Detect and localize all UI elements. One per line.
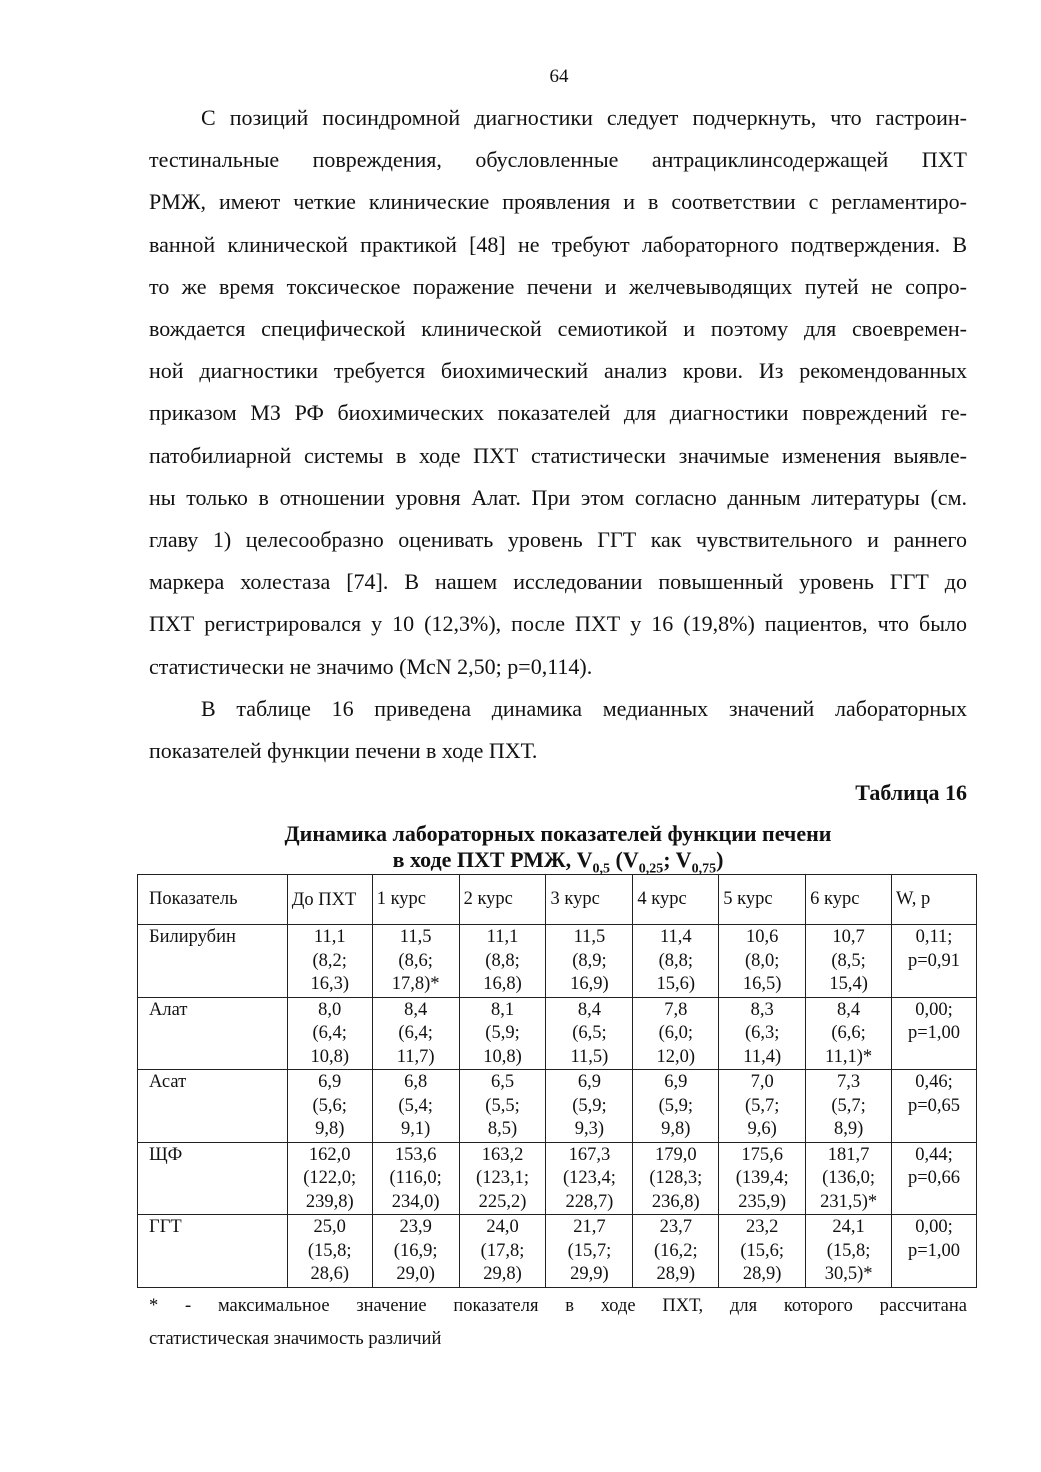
median-cell (546, 1215, 633, 1288)
cell-value-main: 7,3 (837, 1072, 861, 1092)
median-cell (287, 925, 372, 998)
median-cell (459, 1142, 546, 1215)
cell-value-range: (8,8; (485, 950, 520, 971)
paragraph-1-line: патобилиарной системы в ходе ПХТ статистически значимые изменения выявле- (149, 442, 967, 468)
paragraph-2-line: В таблице 16 приведена динамика медианных значений лабораторных (201, 696, 967, 721)
cell-value-range: 235,9) (738, 1191, 787, 1212)
cell-value-range: (8,9; (572, 950, 607, 971)
cell-value-range: p=0,66 (907, 1168, 961, 1188)
median-cell (372, 997, 459, 1070)
median-cell (372, 1070, 459, 1143)
cell-value-main: 24,1 (832, 1217, 865, 1237)
cell-value-main: 8,4 (404, 999, 428, 1020)
cell-value-range: 16,3) (310, 974, 350, 994)
cell-value-range: (5,9; (572, 1095, 607, 1116)
table-footnote (149, 1290, 967, 1356)
cell-value-range: p=0,65 (907, 1095, 961, 1116)
cell-value-main: 23,7 (659, 1217, 692, 1237)
cell-value-range: (8,8; (658, 950, 694, 971)
table-row (138, 997, 977, 1070)
cell-value-main: 11,1 (486, 927, 519, 947)
median-cell (372, 925, 459, 998)
cell-value-range: (6,4; (312, 1023, 347, 1043)
median-cell (633, 1070, 719, 1143)
cell-value-main: 8,1 (490, 999, 515, 1020)
median-cell (633, 1215, 719, 1288)
cell-value-main: 179,0 (654, 1144, 697, 1165)
cell-value-range: 239,8) (305, 1191, 354, 1212)
table-row (138, 1142, 977, 1215)
indicator-name: Билирубин (138, 925, 288, 998)
cell-value-range (896, 1191, 972, 1215)
median-cell (459, 925, 546, 998)
cell-value-range: (6,0; (658, 1023, 694, 1043)
cell-value-range: (8,2; (312, 950, 347, 971)
cell-value-range: (5,6; (312, 1095, 347, 1116)
table-row (138, 1215, 977, 1288)
cell-value-range: 9,8) (661, 1119, 691, 1139)
column-header: До ПХТ (287, 875, 372, 925)
cell-value-main: 0,11; (915, 927, 953, 947)
cell-value-range: (139,4; (735, 1168, 789, 1188)
cell-value-range: 16,9) (570, 974, 609, 994)
column-header: 3 курс (546, 875, 633, 925)
median-cell (806, 1215, 892, 1288)
cell-value-range: 15,6) (656, 974, 696, 994)
cell-value-main: 11,1 (313, 927, 346, 947)
title-prefix: в ходе ПХТ РМЖ, V (392, 847, 593, 872)
indicator-name: Асат (138, 1070, 288, 1143)
median-cell (372, 1142, 459, 1215)
wilcoxon-cell (892, 925, 977, 998)
cell-value-range: 16,8) (483, 974, 522, 994)
median-cell (806, 1070, 892, 1143)
cell-value-range: p=0,91 (907, 950, 961, 971)
cell-value-main: 163,2 (481, 1144, 524, 1165)
column-header: 5 курс (719, 875, 806, 925)
cell-value-range (896, 1046, 972, 1070)
paragraph-1-line: С позиций посиндромной диагностики следует подчеркнуть, что гастроин- (201, 105, 967, 130)
cell-value-main: 0,46; (915, 1072, 953, 1092)
cell-value-main: 21,7 (573, 1217, 606, 1237)
median-cell (719, 1215, 806, 1288)
median-cell (633, 997, 719, 1070)
body-paragraph-2 (149, 688, 967, 772)
cell-value-range: 231,5)* (820, 1191, 878, 1212)
column-header: 1 курс (372, 875, 459, 925)
cell-value-range: 30,5)* (824, 1264, 873, 1284)
cell-value-range: 10,8) (483, 1046, 522, 1067)
cell-value-main: 8,0 (318, 999, 342, 1020)
cell-value-range: (16,2; (653, 1240, 698, 1261)
title-suffix: ) (716, 847, 724, 872)
cell-value-range: (123,4; (562, 1168, 616, 1188)
cell-value-range: 8,5) (487, 1119, 518, 1139)
cell-value-main: 6,8 (404, 1072, 428, 1092)
cell-value-range: (5,9; (658, 1095, 694, 1116)
cell-value-range: 15,4) (829, 974, 868, 994)
cell-value-range: 10,8) (310, 1046, 350, 1067)
paragraph-1-line: статистически не значимо (McN 2,50; p=0,114). (149, 653, 593, 679)
table-title-line-1: Динамика лабораторных показателей функции печени (284, 821, 832, 846)
cell-value-main: 23,2 (746, 1217, 779, 1237)
wilcoxon-cell (892, 1070, 977, 1143)
footnote-line: статистическая значимость различий (149, 1329, 442, 1349)
table-label: Таблица 16 (855, 780, 967, 805)
median-cell (719, 1070, 806, 1143)
paragraph-1-line: ванной клинической практикой [48] не требуют лабораторного подтверждения. В (149, 231, 967, 257)
cell-value-range: 16,5) (742, 974, 782, 994)
cell-value-main: 11,5 (573, 927, 606, 947)
cell-value-main: 8,4 (837, 999, 861, 1020)
wilcoxon-cell (892, 997, 977, 1070)
cell-value-range: (5,7; (831, 1095, 866, 1116)
cell-value-main: 7,0 (750, 1072, 774, 1092)
cell-value-range: 225,2) (478, 1191, 527, 1212)
median-cell (719, 925, 806, 998)
indicator-name: ЩФ (138, 1142, 288, 1215)
paragraph-1-line: ПХТ регистрировался у 10 (12,3%), после ПХТ у 16 (19,8%) пациентов, что было (149, 611, 967, 637)
table-row (138, 925, 977, 998)
cell-value-main: 6,5 (490, 1072, 515, 1092)
cell-value-range: (6,5; (572, 1023, 607, 1043)
paragraph-1-line: ны только в отношении уровня Алат. При этом согласно данным литературы (см. (149, 484, 967, 510)
cell-value-range: 29,0) (396, 1264, 435, 1284)
median-cell (719, 1142, 806, 1215)
paragraph-1-line: РМЖ, имеют четкие клинические проявления и в соответствии с регламентиро- (149, 189, 967, 215)
cell-value-main: 8,3 (750, 999, 774, 1020)
column-header: 2 курс (459, 875, 546, 925)
paragraph-2-line: показателей функции печени в ходе ПХТ. (149, 738, 538, 764)
indicator-name: Алат (138, 997, 288, 1070)
cell-value-range: (16,9; (393, 1240, 438, 1261)
cell-value-range: (6,3; (744, 1023, 780, 1043)
cell-value-range: 11,5) (570, 1046, 609, 1067)
cell-value-range: (5,7; (744, 1095, 780, 1116)
median-cell (546, 1070, 633, 1143)
cell-value-range: 28,9) (656, 1264, 696, 1284)
cell-value-range: 17,8)* (391, 974, 440, 994)
cell-value-main: 153,6 (394, 1144, 437, 1165)
cell-value-range: 29,9) (570, 1264, 609, 1284)
median-cell (806, 1142, 892, 1215)
cell-value-range: (122,0; (303, 1168, 357, 1188)
cell-value-main: 7,8 (664, 999, 688, 1020)
paragraph-1-line: главу 1) целесообразно оценивать уровень ГГТ как чувствительного и раннего (149, 527, 967, 553)
cell-value-range: 11,7) (396, 1046, 435, 1067)
cell-value-main: 0,00; (915, 1217, 953, 1237)
median-cell (546, 997, 633, 1070)
column-header: Показатель (138, 875, 288, 925)
cell-value-main: 175,6 (741, 1144, 783, 1165)
median-cell (806, 997, 892, 1070)
median-cell (459, 1070, 546, 1143)
cell-value-range: 28,6) (310, 1264, 350, 1284)
cell-value-range: (6,4; (398, 1023, 433, 1043)
title-mid-2: ; V (663, 847, 692, 872)
cell-value-range: (15,6; (740, 1240, 785, 1261)
cell-value-range: (5,5; (485, 1095, 520, 1116)
cell-value-range: (15,8; (826, 1240, 871, 1261)
cell-value-range: (8,0; (744, 950, 780, 971)
cell-value-main: 24,0 (486, 1217, 519, 1237)
title-mid-1: (V (610, 847, 639, 872)
cell-value-range: (5,4; (398, 1095, 433, 1116)
cell-value-main: 162,0 (308, 1144, 351, 1165)
cell-value-range: 11,1)* (825, 1046, 873, 1067)
cell-value-main: 6,9 (664, 1072, 688, 1092)
liver-function-table (137, 874, 977, 1288)
cell-value-main: 0,44; (915, 1144, 953, 1165)
indicator-name: ГГТ (138, 1215, 288, 1288)
table-row (138, 1070, 977, 1143)
cell-value-range: 11,4) (743, 1046, 782, 1067)
median-cell (633, 1142, 719, 1215)
paragraph-1-line: тестинальные повреждения, обусловленные антрациклинсодержащей ПХТ (149, 147, 967, 173)
cell-value-range: 228,7) (565, 1191, 614, 1212)
cell-value-main: 6,9 (318, 1072, 342, 1092)
cell-value-range: (5,9; (485, 1023, 520, 1043)
cell-value-range: p=1,00 (907, 1023, 961, 1043)
cell-value-range: (8,5; (831, 950, 866, 971)
cell-value-main: 8,4 (577, 999, 601, 1020)
cell-value-main: 10,6 (746, 927, 779, 947)
column-header: 4 курс (633, 875, 719, 925)
median-cell (287, 1215, 372, 1288)
cell-value-main: 10,7 (832, 927, 865, 947)
title-sub-median: 0,5 (592, 861, 611, 877)
cell-value-range: p=1,00 (907, 1240, 961, 1261)
paragraph-1-line: ной диагностики требуется биохимический анализ крови. Из рекомендованных (149, 358, 967, 384)
median-cell (459, 997, 546, 1070)
cell-value-range: 9,3) (574, 1119, 605, 1139)
cell-value-main: 11,4 (659, 927, 692, 947)
cell-value-main: 181,7 (827, 1144, 870, 1165)
cell-value-range: (116,0; (389, 1168, 442, 1188)
cell-value-range: (17,8; (480, 1240, 525, 1261)
cell-value-range: (15,8; (307, 1240, 352, 1261)
cell-value-range: (8,6; (398, 950, 433, 971)
cell-value-range: 236,8) (651, 1191, 700, 1212)
median-cell (287, 1070, 372, 1143)
cell-value-range (896, 1263, 972, 1287)
cell-value-main: 23,9 (399, 1217, 432, 1237)
table-header-row (138, 875, 977, 925)
wilcoxon-cell (892, 1215, 977, 1288)
cell-value-range: (6,6; (831, 1023, 866, 1043)
median-cell (633, 925, 719, 998)
cell-value-main: 167,3 (568, 1144, 611, 1165)
median-cell (719, 997, 806, 1070)
title-sub-q1: 0,25 (638, 861, 664, 877)
median-cell (546, 925, 633, 998)
cell-value-range: 234,0) (391, 1191, 440, 1212)
cell-value-main: 6,9 (577, 1072, 601, 1092)
cell-value-range: 9,6) (747, 1119, 777, 1139)
paragraph-1-line: то же время токсическое поражение печени и желчевыводящих путей не сопро- (149, 273, 967, 299)
column-header: 6 курс (806, 875, 892, 925)
paragraph-1-line: маркера холестаза [74]. В нашем исследовании повышенный уровень ГГТ до (149, 569, 967, 595)
cell-value-main: 11,5 (399, 927, 432, 947)
cell-value-range (896, 1118, 972, 1142)
median-cell (546, 1142, 633, 1215)
page-number: 64 (549, 66, 569, 87)
cell-value-range: (128,3; (649, 1168, 703, 1188)
cell-value-range: 12,0) (656, 1046, 696, 1067)
cell-value-range: 29,8) (483, 1264, 522, 1284)
cell-value-main: 0,00; (915, 999, 953, 1020)
paragraph-1-line: приказом МЗ РФ биохимических показателей для диагностики повреждений ге- (149, 400, 967, 426)
cell-value-range: 8,9) (833, 1119, 864, 1139)
paragraph-1-line: вождается специфической клинической семиотикой и поэтому для своевремен- (149, 316, 967, 342)
cell-value-range: 9,8) (315, 1119, 345, 1139)
median-cell (372, 1215, 459, 1288)
title-sub-q3: 0,75 (691, 861, 717, 877)
median-cell (806, 925, 892, 998)
wilcoxon-cell (892, 1142, 977, 1215)
cell-value-range (896, 973, 972, 997)
cell-value-range: 28,9) (742, 1264, 782, 1284)
median-cell (459, 1215, 546, 1288)
cell-value-range: (136,0; (822, 1168, 876, 1188)
body-paragraph-1 (149, 97, 967, 688)
cell-value-main: 25,0 (313, 1217, 346, 1237)
cell-value-range: (123,1; (476, 1168, 529, 1188)
median-cell (287, 1142, 372, 1215)
median-cell (287, 997, 372, 1070)
cell-value-range: 9,1) (400, 1119, 431, 1139)
cell-value-range: (15,7; (567, 1240, 612, 1261)
footnote-line: * - максимальное значение показателя в ходе ПХТ, для которого рассчитана (149, 1296, 967, 1316)
column-header: W, p (892, 875, 977, 925)
